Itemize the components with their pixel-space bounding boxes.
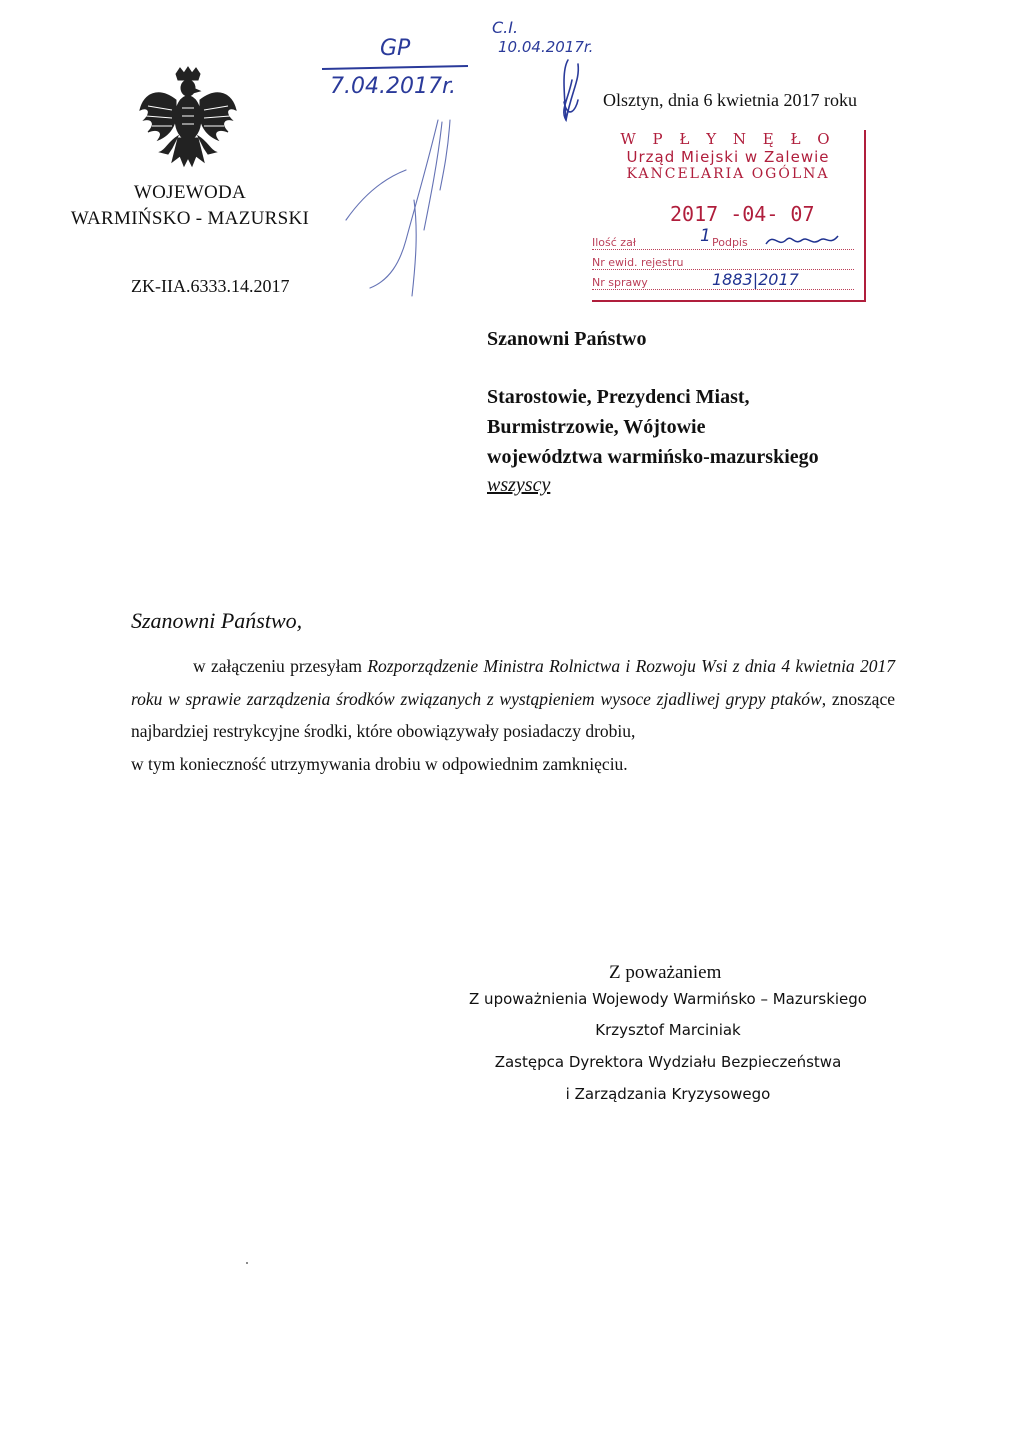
authority-region: WARMIŃSKO - MAZURSKI	[70, 208, 310, 229]
letter-body	[131, 650, 895, 780]
closing-phrase: Z poważaniem	[609, 962, 722, 983]
stamp-case-number: 1883|2017	[712, 270, 799, 289]
body-continuation: , znoszące najbardziej restrykcyjne środki, które obowiązywały posiadaczy drobiu,	[131, 688, 895, 741]
stamp-signature-icon	[764, 228, 844, 250]
letter-greeting: Szanowni Państwo,	[131, 608, 303, 633]
authority-title: WOJEWODA	[133, 182, 247, 203]
addressee-salutation: Szanowni Państwo	[487, 328, 647, 350]
body-final-line: w tym konieczność utrzymywania drobiu w odpowiednim zamknięciu.	[131, 753, 628, 774]
recipients-all: wszyscy	[487, 474, 551, 496]
stamp-department: KANCELARIA OGÓLNA	[626, 166, 830, 182]
date-line: Olsztyn, dnia 6 kwietnia 2017 roku	[603, 90, 857, 110]
stamp-row-register: Nr ewid. rejestru	[592, 256, 854, 270]
stamp-date: 2017 -04- 07	[670, 202, 815, 226]
signature-department: i Zarządzania Kryzysowego	[565, 1085, 771, 1103]
stamp-attachments-value: 1	[700, 226, 711, 246]
stamp-received: W P Ł Y N Ę Ł O	[620, 130, 836, 148]
handwritten-note: C.I.	[492, 18, 519, 37]
stamp-row-attachments-label: Ilość zał	[592, 236, 636, 249]
signature-position: Zastępca Dyrektora Wydziału Bezpieczeństwa	[494, 1053, 842, 1071]
recipients-line-1: Starostowie, Prezydenci Miast,	[487, 386, 750, 408]
recipients-line-2: Burmistrzowie, Wójtowie	[487, 416, 706, 438]
handwritten-date-2: 10.04.2017r.	[498, 38, 594, 56]
stamp-office: Urząd Miejski w Zalewie	[626, 148, 830, 166]
body-regulation-title: Rozporządzenie Ministra Rolnictwa i Rozwoju Wsi z dnia 4 kwietnia 2017 roku w sprawie zarządzenia środków związanych z wystąpieniem wysoce zjadliwej grypy ptaków	[131, 656, 895, 709]
handwritten-signature-icon	[340, 50, 610, 300]
handwritten-initials: GP	[380, 36, 411, 61]
stamp-row-case: Nr sprawy	[592, 276, 854, 290]
reference-number: ZK-IIA.6333.14.2017	[131, 276, 290, 296]
body-intro: w załączeniu przesyłam	[193, 656, 363, 676]
recipients-line-3: województwa warmińsko-mazurskiego	[487, 446, 819, 468]
signature-authorization: Z upoważnienia Wojewody Warmińsko – Mazurskiego	[469, 990, 867, 1008]
registry-stamp	[592, 130, 866, 302]
eagle-emblem-icon	[138, 66, 238, 178]
scan-speck	[246, 1262, 248, 1264]
signature-name: Krzysztof Marciniak	[595, 1021, 741, 1039]
stamp-row-signature-label: Podpis	[712, 236, 748, 249]
handwritten-date-1: 7.04.2017r.	[330, 74, 456, 99]
